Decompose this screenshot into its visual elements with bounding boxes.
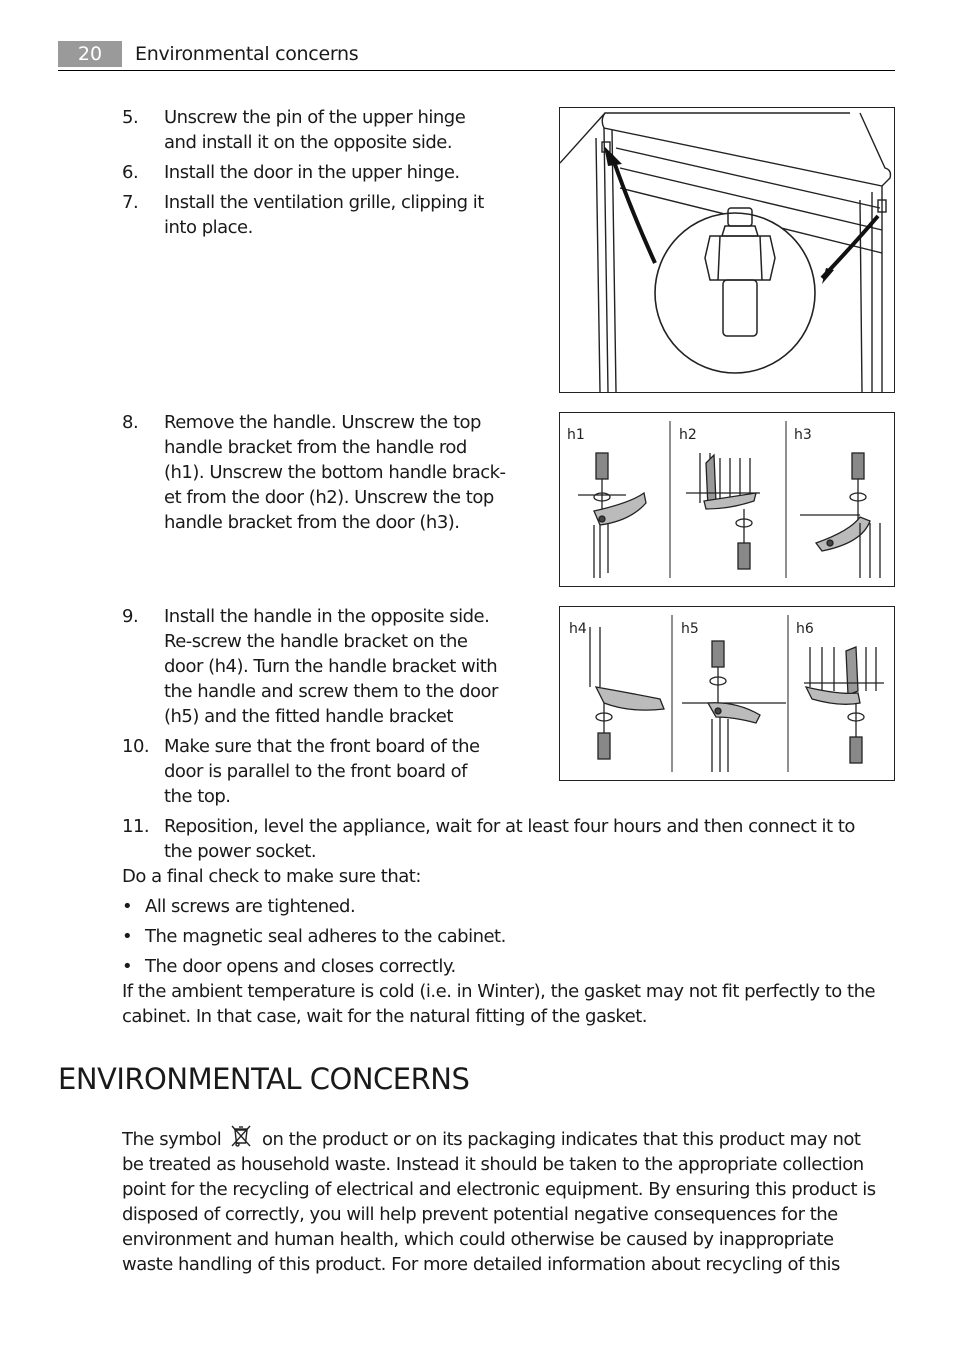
header-rule: [58, 70, 895, 71]
step-number: 5.: [122, 107, 139, 128]
step-number: 7.: [122, 192, 139, 213]
section-title: ENVIRONMENTAL CONCERNS: [58, 1062, 470, 1096]
step-text-line: handle bracket from the door (h3).: [164, 512, 460, 533]
step-text-line: into place.: [164, 217, 253, 238]
handle-removal-figure: [559, 412, 895, 587]
step-text-line: door is parallel to the front board of: [164, 761, 468, 782]
bullet-dot: •: [122, 956, 133, 977]
step-text-line: et from the door (h2). Unscrew the top: [164, 487, 494, 508]
bullet-dot: •: [122, 926, 133, 947]
handle-install-illustration: [560, 607, 894, 780]
env-text-line: waste handling of this product. For more detailed information about recycling of this: [122, 1254, 840, 1275]
env-text-line: disposed of correctly, you will help prevent potential negative consequences for the: [122, 1204, 838, 1225]
panel-label-h3: h3: [794, 427, 812, 443]
panel-label-h6: h6: [796, 621, 814, 637]
step-text-line: door (h4). Turn the handle bracket with: [164, 656, 498, 677]
bullet-text: All screws are tightened.: [145, 896, 356, 917]
step-text-line: Remove the handle. Unscrew the top: [164, 412, 481, 433]
env-text-line: be treated as household waste. Instead it should be taken to the appropriate collection: [122, 1154, 864, 1175]
env-text-line: environment and human health, which could otherwise be caused by inappropriate: [122, 1229, 834, 1250]
step-text-line: (h5) and the fitted handle bracket: [164, 706, 453, 727]
step-text-line: Make sure that the front board of the: [164, 736, 480, 757]
step-text-line: Install the door in the upper hinge.: [164, 162, 460, 183]
bullet-text: The door opens and closes correctly.: [145, 956, 456, 977]
final-check-intro: Do a final check to make sure that:: [122, 866, 421, 887]
running-header-title: Environmental concerns: [135, 43, 359, 65]
step-text-line: Install the handle in the opposite side.: [164, 606, 490, 627]
env-text-first-after: on the product or on its packaging indicates that this product may not: [262, 1129, 861, 1150]
panel-label-h1: h1: [567, 427, 585, 443]
crossed-out-wheelie-bin-icon: [230, 1124, 252, 1148]
step-text-line: the power socket.: [164, 841, 317, 862]
step-text-line: Unscrew the pin of the upper hinge: [164, 107, 466, 128]
upper-hinge-illustration: [560, 108, 894, 392]
bullet-dot: •: [122, 896, 133, 917]
env-text-line: point for the recycling of electrical and electronic equipment. By ensuring this product is: [122, 1179, 876, 1200]
step-text-line: and install it on the opposite side.: [164, 132, 453, 153]
ambient-note-line: If the ambient temperature is cold (i.e. in Winter), the gasket may not fit perfectly to the: [122, 981, 876, 1002]
panel-label-h4: h4: [569, 621, 587, 637]
step-text-line: Re-screw the handle bracket on the: [164, 631, 468, 652]
step-text-line: the handle and screw them to the door: [164, 681, 498, 702]
step-text-line: Install the ventilation grille, clipping it: [164, 192, 484, 213]
ambient-note-line: cabinet. In that case, wait for the natural fitting of the gasket.: [122, 1006, 648, 1027]
page-number: 20: [58, 41, 122, 67]
step-number: 6.: [122, 162, 139, 183]
env-text-first-before: The symbol: [122, 1129, 222, 1150]
upper-hinge-figure: [559, 107, 895, 393]
bullet-text: The magnetic seal adheres to the cabinet.: [145, 926, 506, 947]
handle-removal-illustration: [560, 413, 894, 586]
panel-label-h5: h5: [681, 621, 699, 637]
step-number: 10.: [122, 736, 150, 757]
step-text-line: (h1). Unscrew the bottom handle brack-: [164, 462, 506, 483]
panel-label-h2: h2: [679, 427, 697, 443]
step-text-line: handle bracket from the handle rod: [164, 437, 467, 458]
step-number: 8.: [122, 412, 139, 433]
handle-install-figure: [559, 606, 895, 781]
step-text-line: Reposition, level the appliance, wait for at least four hours and then connect it to: [164, 816, 855, 837]
step-number: 9.: [122, 606, 139, 627]
step-number: 11.: [122, 816, 150, 837]
step-text-line: the top.: [164, 786, 231, 807]
